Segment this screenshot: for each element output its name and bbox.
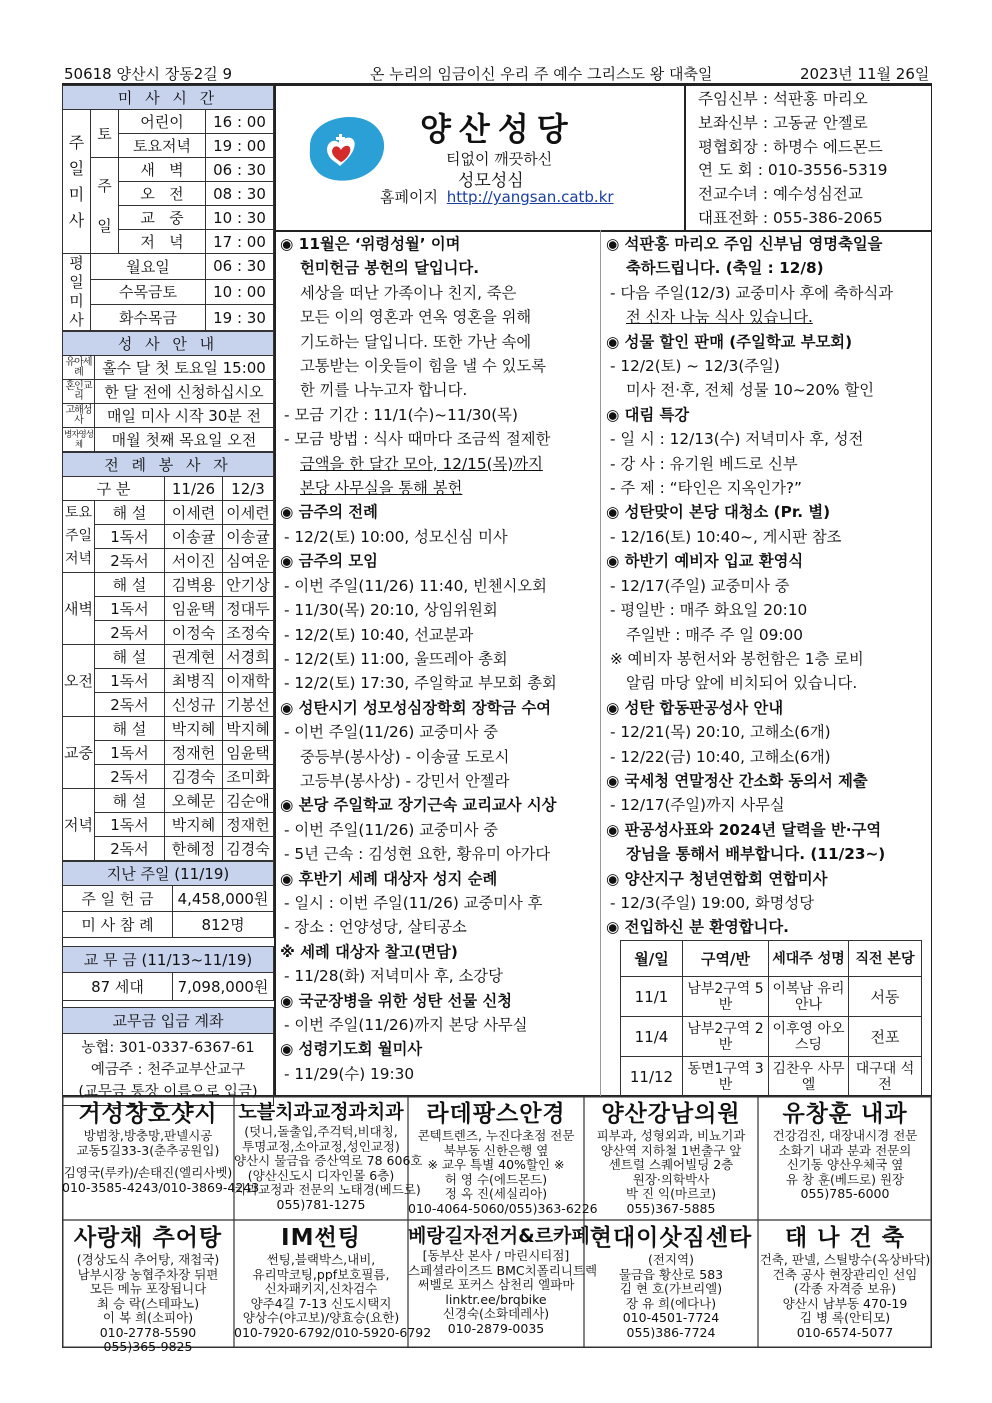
- ad-title: 노블치과교정과치과: [238, 1101, 404, 1123]
- ad-line: 신경숙(소화데레사): [442, 1306, 550, 1321]
- ad-line: 055)781-1275: [276, 1196, 366, 1212]
- server-name: 정재헌: [165, 741, 223, 765]
- sacrament-text: 매월 첫째 목요일 오전: [95, 428, 274, 452]
- notice-heading: ◉ 성령기도회 월미사: [280, 1040, 423, 1059]
- server-name: 이세련: [165, 501, 223, 525]
- notices-middle: [280, 232, 600, 1086]
- ad-line: 건축, 판넬, 스틸방수(옥상바닥): [759, 1252, 931, 1267]
- advertisement: [234, 1099, 423, 1217]
- newcomer-parish: 서동: [849, 977, 922, 1017]
- mass-table: [62, 85, 274, 331]
- notice-line: - 12/17(주일) 교중미사 중: [610, 576, 790, 595]
- staff-name: 석판홍 마리오: [772, 90, 868, 108]
- mass-time: 08 : 30: [206, 182, 274, 206]
- server-role: 1독서: [95, 525, 165, 549]
- server-name: 박지혜: [165, 717, 223, 741]
- notice-line: - 5년 근속 : 김성현 요한, 황유미 아가다: [284, 845, 551, 864]
- ad-title: 베랑길자전거&르카페: [408, 1225, 590, 1247]
- bulletin-date: 2023년 11월 26일: [800, 65, 930, 83]
- notice-line: - 12/21(목) 20:10, 고해소(6개): [610, 723, 831, 742]
- ad-title: 거성창호샷시: [78, 1101, 218, 1127]
- notice-heading: ◉ 석판홍 마리오 주임 신부님 영명축일을: [606, 235, 883, 253]
- notice-line: - 12/16(토) 10:40~, 게시판 참조: [610, 527, 842, 546]
- staff-row: [698, 183, 888, 207]
- staff-role: 보좌신부 :: [698, 113, 769, 132]
- notice-heading: ◉ 금주의 모임: [280, 552, 378, 571]
- ad-line: 방범창,방충망,판넬시공: [83, 1128, 213, 1143]
- server-group-label: 새벽: [63, 573, 95, 645]
- sacrament-table: [62, 331, 274, 452]
- servers-title: 전 례 봉 사 자: [63, 453, 274, 477]
- notice-heading: ◉ 양산지구 청년연합회 연합미사: [606, 869, 828, 888]
- feast-title: 온 누리의 임금이신 우리 주 예수 그리스도 왕 대축일: [370, 65, 713, 83]
- ad-line: 유 창 훈(베드로) 원장: [785, 1171, 905, 1187]
- staff-row: [698, 88, 888, 112]
- server-name: 이정숙: [165, 621, 223, 645]
- left-column: [62, 85, 274, 1106]
- weekday-mass-label: 평일미사: [63, 254, 91, 331]
- mass-name: 월요일: [91, 254, 206, 280]
- advertisement: [408, 1223, 598, 1341]
- server-name: 신성규: [165, 693, 223, 717]
- ad-line: 양산시 물금읍 증산역로 78 606호: [234, 1153, 423, 1168]
- newcomer-name: 이복남 유리안나: [769, 977, 849, 1017]
- server-role: 1독서: [95, 669, 165, 693]
- ad-title: 현대이삿짐센타: [589, 1225, 753, 1251]
- mass-time: 10 : 30: [206, 206, 274, 230]
- server-role: 해 설: [95, 573, 165, 597]
- mass-time: 06 : 30: [206, 254, 274, 280]
- left-divider: [274, 85, 276, 1096]
- ad-line: 모든 메뉴 포장됩니다: [89, 1281, 207, 1296]
- notice-line: - 이번 주일(11/26) 교중미사 중: [284, 820, 498, 839]
- ad-line: (각종 자격증 보유): [793, 1281, 897, 1296]
- server-name: 이송귤: [223, 525, 274, 549]
- attendance-label: 미 사 참 례: [63, 912, 173, 938]
- advertisement: [758, 1223, 932, 1341]
- sacrament-label: 병자영성체: [64, 429, 93, 450]
- sacrament-text: 홀수 달 첫 토요일 15:00: [95, 356, 274, 380]
- notices-right: [606, 232, 932, 940]
- homepage: [380, 186, 614, 207]
- mass-name: 저 녁: [119, 230, 206, 254]
- staff-name: 055-386-2065: [772, 208, 883, 227]
- notice-heading: ◉ 본당 주일학교 장기근속 교리교사 시상: [280, 796, 557, 815]
- server-name: 김경숙: [165, 765, 223, 789]
- ad-title: 사랑채 추어탕: [73, 1225, 223, 1251]
- server-role: 2독서: [95, 837, 165, 861]
- newcomer-name: 이후영 아오스딩: [769, 1017, 849, 1057]
- sunday-mass-label: 주일미사: [63, 110, 91, 254]
- newcomer-area: 남부2구역 2반: [683, 1017, 769, 1057]
- notice-line: 알림 마당 앞에 비치되어 있습니다.: [626, 674, 858, 693]
- ad-line: 010-3585-4243/010-3869-4243: [62, 1179, 260, 1195]
- advertisement: [408, 1099, 598, 1217]
- staff-role: 전교수녀 :: [698, 185, 769, 204]
- church-motto: 티없이 깨끗하신: [446, 150, 553, 168]
- ad-line: 북부동 신한은행 옆: [443, 1142, 549, 1158]
- notice-line: 주일반 : 매주 주 일 09:00: [626, 625, 803, 644]
- servers-date-1: 11/26: [165, 477, 223, 501]
- notice-line: 세상을 떠난 가족이나 친지, 죽은: [300, 283, 517, 302]
- server-role: 2독서: [95, 693, 165, 717]
- ad-line: 양상수(야고보)/양효승(요한): [242, 1310, 400, 1325]
- ad-line: 055)365-9825: [103, 1339, 193, 1354]
- server-name: 기봉선: [223, 693, 274, 717]
- server-name: 임윤택: [165, 597, 223, 621]
- newcomer-date: 11/1: [621, 977, 683, 1017]
- notice-line: - 12/2(토) ~ 12/3(주일): [610, 357, 780, 376]
- mass-time: 10 : 00: [206, 279, 274, 305]
- server-role: 1독서: [95, 597, 165, 621]
- saturday-label: 토: [91, 110, 119, 158]
- staff-name: 예수성심전교: [772, 185, 863, 204]
- ad-line: 이 복 희(소피아): [102, 1310, 194, 1325]
- column-divider: [600, 230, 601, 1096]
- server-name: 정대두: [223, 597, 274, 621]
- notice-line: 장님을 통해서 배부합니다. (11/23~): [626, 845, 886, 864]
- mass-time: 19 : 00: [206, 134, 274, 158]
- notice-line: - 12/2(토) 10:00, 성모신심 미사: [284, 527, 508, 546]
- last-sunday-title: 지난 주일 (11/19): [63, 862, 274, 886]
- ad-title: 유창훈 내과: [782, 1101, 908, 1127]
- notice-line: 모든 이의 영혼과 연옥 영혼을 위해: [300, 308, 532, 327]
- server-name: 심여운: [223, 549, 274, 573]
- server-name: 이세련: [223, 501, 274, 525]
- staff-row: [698, 207, 888, 231]
- staff-row: [698, 159, 888, 183]
- newcomers-header: 월/일: [621, 941, 683, 977]
- staff-name: 고동균 안젤로: [772, 113, 868, 132]
- ad-title: 양산강남의원: [601, 1101, 741, 1127]
- newcomer-date: 11/4: [621, 1017, 683, 1057]
- account-table: [62, 1007, 274, 1106]
- notice-line: - 일 시 : 12/13(수) 저녁미사 후, 성전: [610, 430, 864, 449]
- server-role: 1독서: [95, 741, 165, 765]
- server-name: 권계현: [165, 645, 223, 669]
- mass-name: 새 벽: [119, 158, 206, 182]
- server-group-label: 저녁: [63, 789, 95, 861]
- staff-role: 평협회장 :: [698, 137, 769, 156]
- sacrament-label: 유아세례: [63, 356, 95, 380]
- server-name: 조정숙: [223, 621, 274, 645]
- notice-line: - 12/2(토) 17:30, 주일학교 부모회 총회: [284, 674, 557, 693]
- ad-line: 건강검진, 대장내시경 전문: [772, 1128, 918, 1143]
- dues-households: 87 세대: [63, 973, 173, 1001]
- ad-line: 010-4064-5060/055)363-6226: [408, 1200, 598, 1216]
- ad-line: 김 현 호(가브리엘): [619, 1281, 723, 1296]
- ad-line: 박 진 익(마르코): [625, 1186, 717, 1201]
- mass-name: 화수목금: [91, 305, 206, 331]
- ad-line: 투명교정,소아교정,성인교정): [242, 1138, 400, 1154]
- server-role: 해 설: [95, 501, 165, 525]
- newcomers-table: [620, 940, 922, 1097]
- advertisement: [584, 1223, 758, 1341]
- dues-amount: 7,098,000원: [173, 973, 274, 1001]
- advertisement: [758, 1099, 932, 1217]
- ad-line: 김 병 록(안티모): [799, 1310, 891, 1325]
- servers-date-2: 12/3: [223, 477, 274, 501]
- ad-line: 055)785-6000: [800, 1186, 890, 1201]
- account-number: 농협: 301-0337-6367-61: [81, 1039, 255, 1056]
- ad-line: linktr.ee/brqbike: [445, 1291, 547, 1307]
- notice-line: - 장소 : 언양성당, 살티공소: [284, 918, 467, 937]
- account-title: 교무금 입금 계좌: [63, 1008, 274, 1034]
- server-role: 해 설: [95, 645, 165, 669]
- newcomer-name: 김찬우 사무엘: [769, 1057, 849, 1097]
- notice-heading: ◉ 전입하신 분 환영합니다.: [606, 918, 789, 937]
- server-group-label: 교중: [63, 717, 95, 789]
- newcomer-area: 남부2구역 5반: [683, 977, 769, 1017]
- newcomers-header: 세대주 성명: [769, 941, 849, 977]
- notice-line: - 이번 주일(11/26) 교중미사 중: [284, 723, 498, 742]
- notice-line: 한 끼를 나누고자 합니다.: [300, 381, 468, 400]
- mass-name: 토요저녁: [119, 134, 206, 158]
- notice-heading: ◉ 11월은 ‘위령성월’ 이며: [280, 235, 461, 253]
- notice-heading: ◉ 금주의 전례: [280, 503, 378, 522]
- ad-line: 스페셜라이즈드 BMC치폴리니트렉: [408, 1262, 598, 1278]
- servers-col-label: 구 분: [63, 477, 165, 501]
- mass-name: 수목금토: [91, 279, 206, 305]
- notice-line: 기도하는 달입니다. 또한 가난 속에: [300, 332, 532, 351]
- server-name: 김순애: [223, 789, 274, 813]
- notice-line: - 이번 주일(11/26) 11:40, 빈첸시오회: [284, 576, 547, 595]
- server-name: 오혜문: [165, 789, 223, 813]
- server-group-label: 오전: [63, 645, 95, 717]
- notice-line: 고통받는 이웃들이 힘을 낼 수 있도록: [300, 357, 546, 376]
- ad-line: 김영국(루카)/손태진(엘리사벳): [63, 1165, 233, 1180]
- dues-table: [62, 946, 274, 1001]
- server-name: 안기상: [223, 573, 274, 597]
- staff-divider: [684, 85, 686, 230]
- notice-line: 본당 사무실을 통해 봉헌: [300, 479, 463, 498]
- ad-line: 010-2778-5590: [99, 1324, 197, 1340]
- server-name: 임윤택: [223, 741, 274, 765]
- ad-line: 010-6574-5077: [796, 1324, 894, 1340]
- offering-label: 주 일 헌 금: [63, 886, 173, 912]
- notice-line: - 평일반 : 매주 화요일 20:10: [610, 601, 808, 620]
- notice-line: - 12/17(주일)까지 사무실: [610, 796, 785, 815]
- homepage-link[interactable]: http://yangsan.catb.kr: [446, 188, 614, 206]
- server-name: 이송귤: [165, 525, 223, 549]
- notice-heading: ◉ 판공성사표와 2024년 달력을 반·구역: [606, 820, 882, 839]
- notice-line: 미사 전·후, 전체 성물 10~20% 할인: [626, 381, 875, 400]
- notice-heading: ◉ 성물 할인 판매 (주일학교 부모회): [606, 332, 853, 351]
- server-name: 김경숙: [223, 837, 274, 861]
- ad-line: 신차패키지,신차검수: [264, 1281, 378, 1296]
- ad-title: 태 나 건 축: [785, 1225, 905, 1251]
- notice-line: - 주 제 : “타인은 지옥인가?”: [610, 479, 802, 498]
- attendance-value: 812명: [173, 912, 274, 938]
- ad-line: 센트럴 스퀘어빌딩 2층: [608, 1157, 734, 1172]
- server-name: 정재헌: [223, 813, 274, 837]
- stats-table: [62, 861, 274, 938]
- server-role: 2독서: [95, 765, 165, 789]
- ad-line: 055)386-7724: [626, 1324, 716, 1340]
- notice-line: 고등부(봉사상) - 강민서 안젤라: [300, 771, 510, 790]
- ad-line: 물금읍 황산로 583: [618, 1266, 724, 1282]
- staff-role: 대표전화 :: [698, 208, 769, 227]
- server-role: 1독서: [95, 813, 165, 837]
- advertisement: [62, 1099, 260, 1217]
- staff-row: [698, 112, 888, 136]
- account-info: [63, 1034, 274, 1106]
- account-holder: 예금주 : 천주교부산교구: [90, 1061, 246, 1078]
- ad-line: 양산시 남부동 470-19: [782, 1295, 908, 1311]
- mass-name: 교 중: [119, 206, 206, 230]
- server-name: 박지혜: [223, 717, 274, 741]
- notice-line: - 11/29(수) 19:30: [284, 1064, 415, 1083]
- notice-line: - 12/2(토) 11:00, 울뜨레아 총회: [284, 649, 508, 668]
- church-logo: [300, 106, 396, 194]
- notice-heading: ◉ 하반기 예비자 입교 환영식: [606, 552, 804, 571]
- ad-title: IM썬팅: [281, 1225, 361, 1251]
- staff-role: 주임신부 :: [698, 90, 769, 108]
- ad-line: 치과교정과 전문의 노태경(베드로): [234, 1182, 421, 1197]
- server-role: 2독서: [95, 549, 165, 573]
- ad-line: 콘텍트렌즈, 누진다초점 전문: [417, 1128, 575, 1143]
- ad-line: 허 영 수(에드몬드): [444, 1171, 548, 1187]
- notice-line: 헌미헌금 봉헌의 달입니다.: [300, 259, 480, 278]
- server-name: 이재학: [223, 669, 274, 693]
- staff-row: [698, 136, 888, 160]
- account-note: (교무금 통장 이름으로 입금): [78, 1083, 258, 1100]
- ad-line: [동부산 본사 / 마린시티점]: [422, 1248, 570, 1263]
- notice-line: ※ 예비자 봉헌서와 봉헌함은 1층 로비: [610, 649, 864, 668]
- homepage-label: 홈페이지: [380, 188, 438, 206]
- mass-time: 16 : 00: [206, 110, 274, 134]
- ad-line: 소화기 내과 분과 전문의: [778, 1142, 912, 1158]
- ad-title: 라데팡스안경: [426, 1101, 566, 1127]
- sacrament-label: 고해성사: [63, 404, 95, 428]
- server-role: 해 설: [95, 789, 165, 813]
- newcomer-parish: 대구대 석전: [849, 1057, 922, 1097]
- mass-time: 06 : 30: [206, 158, 274, 182]
- ad-line: 썬팅,블랙박스,내비,: [266, 1252, 376, 1267]
- server-name: 박지혜: [165, 813, 223, 837]
- mass-name: 어린이: [119, 110, 206, 134]
- server-name: 서경희: [223, 645, 274, 669]
- newcomer-area: 동면1구역 3반: [683, 1057, 769, 1097]
- sacrament-label: 혼인교리: [63, 380, 95, 404]
- ad-line: 양산역 지하철 1번출구 앞: [600, 1142, 742, 1158]
- ad-line: 남부시장 농협주차장 뒤편: [77, 1266, 219, 1282]
- notice-heading: ◉ 후반기 세례 대상자 성지 순례: [280, 869, 498, 888]
- server-role: 2독서: [95, 621, 165, 645]
- church-address: 50618 양산시 장동2길 9: [64, 65, 233, 83]
- server-role: 해 설: [95, 717, 165, 741]
- sacrament-text: 한 달 전에 신청하십시오: [95, 380, 274, 404]
- church-name: 양산성당: [420, 110, 576, 148]
- notice-heading: ◉ 성탄시기 성모성심장학회 장학금 수여: [280, 698, 552, 717]
- liturgy-servers-table: [62, 452, 274, 861]
- server-name: 김벽용: [165, 573, 223, 597]
- mass-name: 오 전: [119, 182, 206, 206]
- church-patron: 성모성심: [458, 171, 524, 191]
- notice-heading: ◉ 대림 특강: [606, 405, 690, 424]
- notice-line: - 12/22(금) 10:40, 고해소(6개): [610, 747, 831, 766]
- notice-line: - 12/3(주일) 19:00, 화명성당: [610, 893, 815, 912]
- notice-line: - 강 사 : 유기원 베드로 신부: [610, 454, 798, 473]
- ad-line: 정 옥 진(세실리아): [444, 1186, 548, 1201]
- ad-line: 010-7920-6792/010-5920-6792: [234, 1324, 432, 1340]
- notice-heading: ※ 세례 대상자 찰고(면담): [280, 942, 458, 961]
- ad-line: 양주4길 7-13 신도시택지: [250, 1295, 392, 1311]
- notice-line: - 11/28(화) 저녁미사 후, 소강당: [284, 967, 503, 986]
- notice-line: - 다음 주일(12/3) 교중미사 후에 축하식과: [610, 283, 893, 302]
- server-group-label: 토요주일저녁: [63, 501, 95, 573]
- ad-line: 신기동 양산우체국 옆: [786, 1157, 904, 1172]
- server-name: 한혜정: [165, 837, 223, 861]
- ad-line: (전지역): [648, 1252, 694, 1267]
- notice-line: 전 신자 나눔 식사 있습니다.: [626, 308, 813, 327]
- ad-line: ※ 교우 특별 40%할인 ※: [427, 1157, 565, 1172]
- notice-line: - 모금 기간 : 11/1(수)~11/30(목): [284, 405, 518, 424]
- ad-line: (양산신도시 디자인몰 6층): [247, 1167, 395, 1183]
- ad-line: 교동5길33-3(춘추공원입): [76, 1142, 220, 1158]
- server-name: 서이진: [165, 549, 223, 573]
- offering-value: 4,458,000원: [173, 886, 274, 912]
- notice-heading: ◉ 성탄맞이 본당 대청소 (Pr. 별): [606, 503, 831, 522]
- staff-name: 010-3556-5319: [767, 161, 888, 180]
- notice-line: 금액을 한 달간 모아, 12/15(목)까지: [300, 454, 543, 473]
- notice-line: - 이번 주일(11/26)까지 본당 사무실: [284, 1016, 528, 1034]
- newcomer-date: 11/12: [621, 1057, 683, 1097]
- sunday-label: 주일: [91, 158, 119, 254]
- notice-heading: ◉ 국세청 연말정산 간소화 동의서 제출: [606, 771, 868, 790]
- ad-line: (경상도식 추어탕, 재첩국): [76, 1252, 220, 1267]
- ad-line: 055)367-5885: [626, 1200, 716, 1216]
- notice-heading: ◉ 성탄 합동판공성사 안내: [606, 698, 784, 717]
- newcomers-header: 구역/반: [683, 941, 769, 977]
- dues-title: 교 무 금 (11/13~11/19): [63, 947, 274, 973]
- advertisement: [584, 1099, 758, 1217]
- notice-line: - 12/2(토) 10:40, 선교분과: [284, 625, 474, 644]
- ad-line: 건축 공사 현장관리인 선임: [772, 1266, 918, 1282]
- mass-title: 미 사 시 간: [63, 86, 274, 110]
- notice-line: 중등부(봉사상) - 이송귤 도로시: [300, 747, 510, 766]
- notice-heading: ◉ 국군장병을 위한 성탄 선물 신청: [280, 991, 513, 1010]
- sacrament-title: 성 사 안 내: [63, 332, 274, 356]
- staff-name: 하명수 에드몬드: [772, 137, 883, 156]
- advertisement: [62, 1223, 234, 1354]
- ad-line: 피부과, 성형외과, 비뇨기과: [596, 1128, 746, 1143]
- notice-line: - 일시 : 이번 주일(11/26) 교중미사 후: [284, 893, 543, 912]
- ad-line: 010-4501-7724: [622, 1310, 720, 1325]
- advertisement: [234, 1223, 432, 1341]
- staff-role: 연 도 회 :: [698, 161, 763, 180]
- ad-line: 010-2879-0035: [447, 1320, 545, 1336]
- server-name: 조미화: [223, 765, 274, 789]
- staff-list: [698, 88, 888, 231]
- notice-line: 축하드립니다. (축일 : 12/8): [626, 259, 824, 278]
- ad-line: 원장·의학박사: [632, 1171, 710, 1187]
- ad-line: 유리막코팅,ppf보호필름,: [252, 1266, 390, 1282]
- ad-line: 장 유 희(에다나): [625, 1295, 717, 1311]
- notice-line: - 모금 방법 : 식사 때마다 조금씩 절제한: [284, 430, 551, 449]
- ad-line: (덧니,돌출입,주걱턱,비대칭,: [244, 1124, 398, 1139]
- server-name: 최병직: [165, 669, 223, 693]
- mass-time: 19 : 30: [206, 305, 274, 331]
- notice-line: - 11/30(목) 20:10, 상임위원회: [284, 601, 498, 620]
- mass-time: 17 : 00: [206, 230, 274, 254]
- ad-line: 최 승 락(스테파노): [96, 1295, 200, 1311]
- newcomer-parish: 전포: [849, 1017, 922, 1057]
- sacrament-text: 매일 미사 시작 30분 전: [95, 404, 274, 428]
- newcomers-header: 직전 본당: [849, 941, 922, 977]
- ad-line: 써벨로 포커스 삼천리 엘파마: [417, 1277, 575, 1292]
